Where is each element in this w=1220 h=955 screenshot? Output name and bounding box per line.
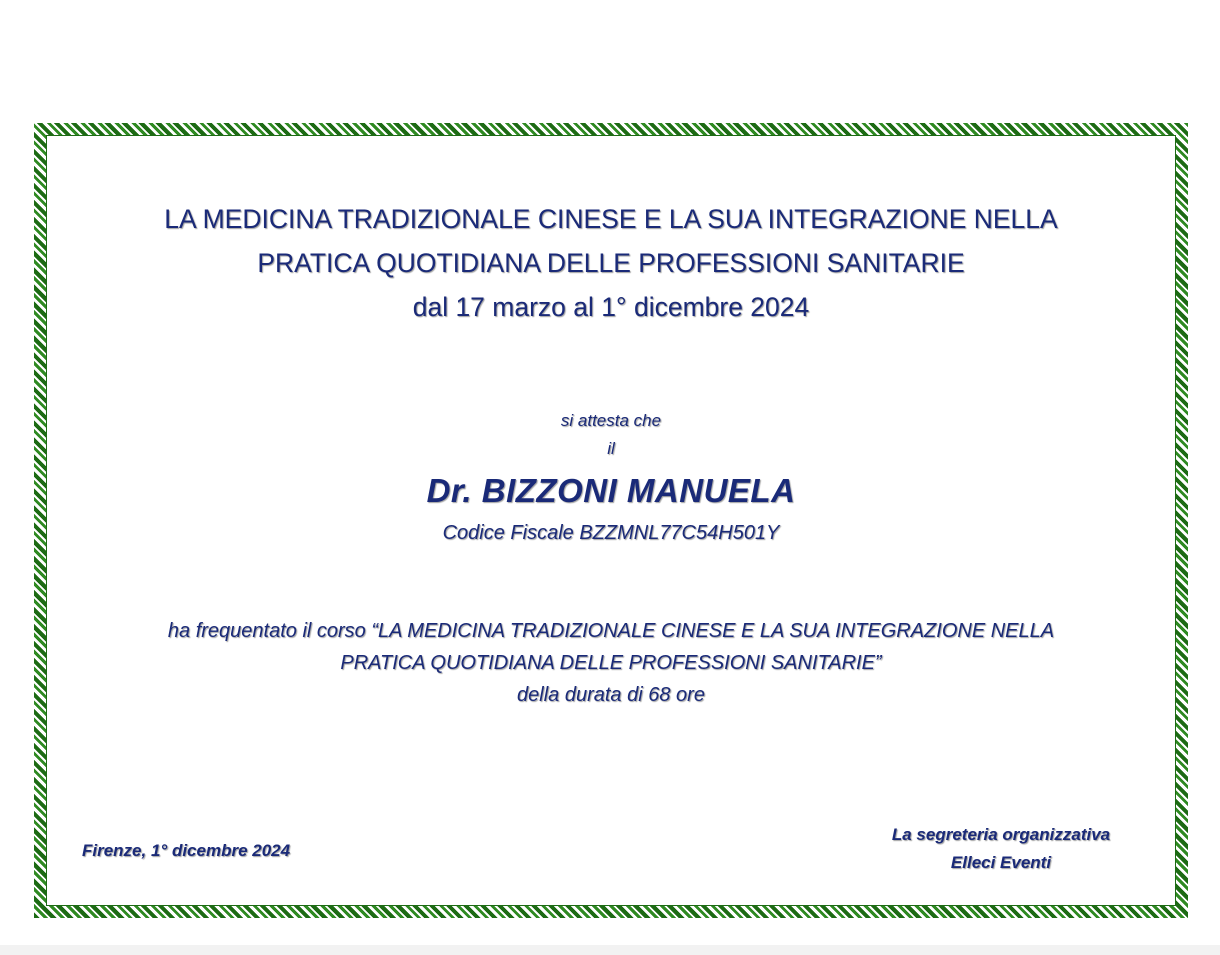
course-dates: dal 17 marzo al 1° dicembre 2024 [412, 292, 810, 322]
attendance-line-2: PRATICA QUOTIDIANA DELLE PROFESSIONI SANITARIE” [340, 652, 882, 674]
organizer-role: La segreteria organizzativa [891, 825, 1111, 844]
certificate-frame [34, 123, 1188, 918]
attendance-line-1: ha frequentato il corso “LA MEDICINA TRADIZIONALE CINESE E LA SUA INTEGRAZIONE NELLA [167, 620, 1055, 642]
course-title-line-1: LA MEDICINA TRADIZIONALE CINESE E LA SUA INTEGRAZIONE NELLA [164, 204, 1058, 234]
course-duration: della durata di 68 ore [517, 684, 705, 706]
organizer-name: Elleci Eventi [950, 853, 1052, 872]
attestation-line-2: il [607, 439, 615, 458]
attendance-statement [46, 615, 1176, 711]
place-date: Firenze, 1° dicembre 2024 [82, 841, 291, 860]
recipient-name: Dr. BIZZONI MANUELA [426, 472, 796, 509]
attestation-intro [46, 407, 1176, 463]
tax-code: Codice Fiscale BZZMNL77C54H501Y [442, 522, 780, 544]
course-title [46, 197, 1176, 329]
organizer-signature [856, 821, 1146, 877]
course-title-line-2: PRATICA QUOTIDIANA DELLE PROFESSIONI SANITARIE [257, 248, 965, 278]
attestation-line-1: si attesta che [560, 411, 662, 430]
page-bottom-band [0, 945, 1220, 955]
